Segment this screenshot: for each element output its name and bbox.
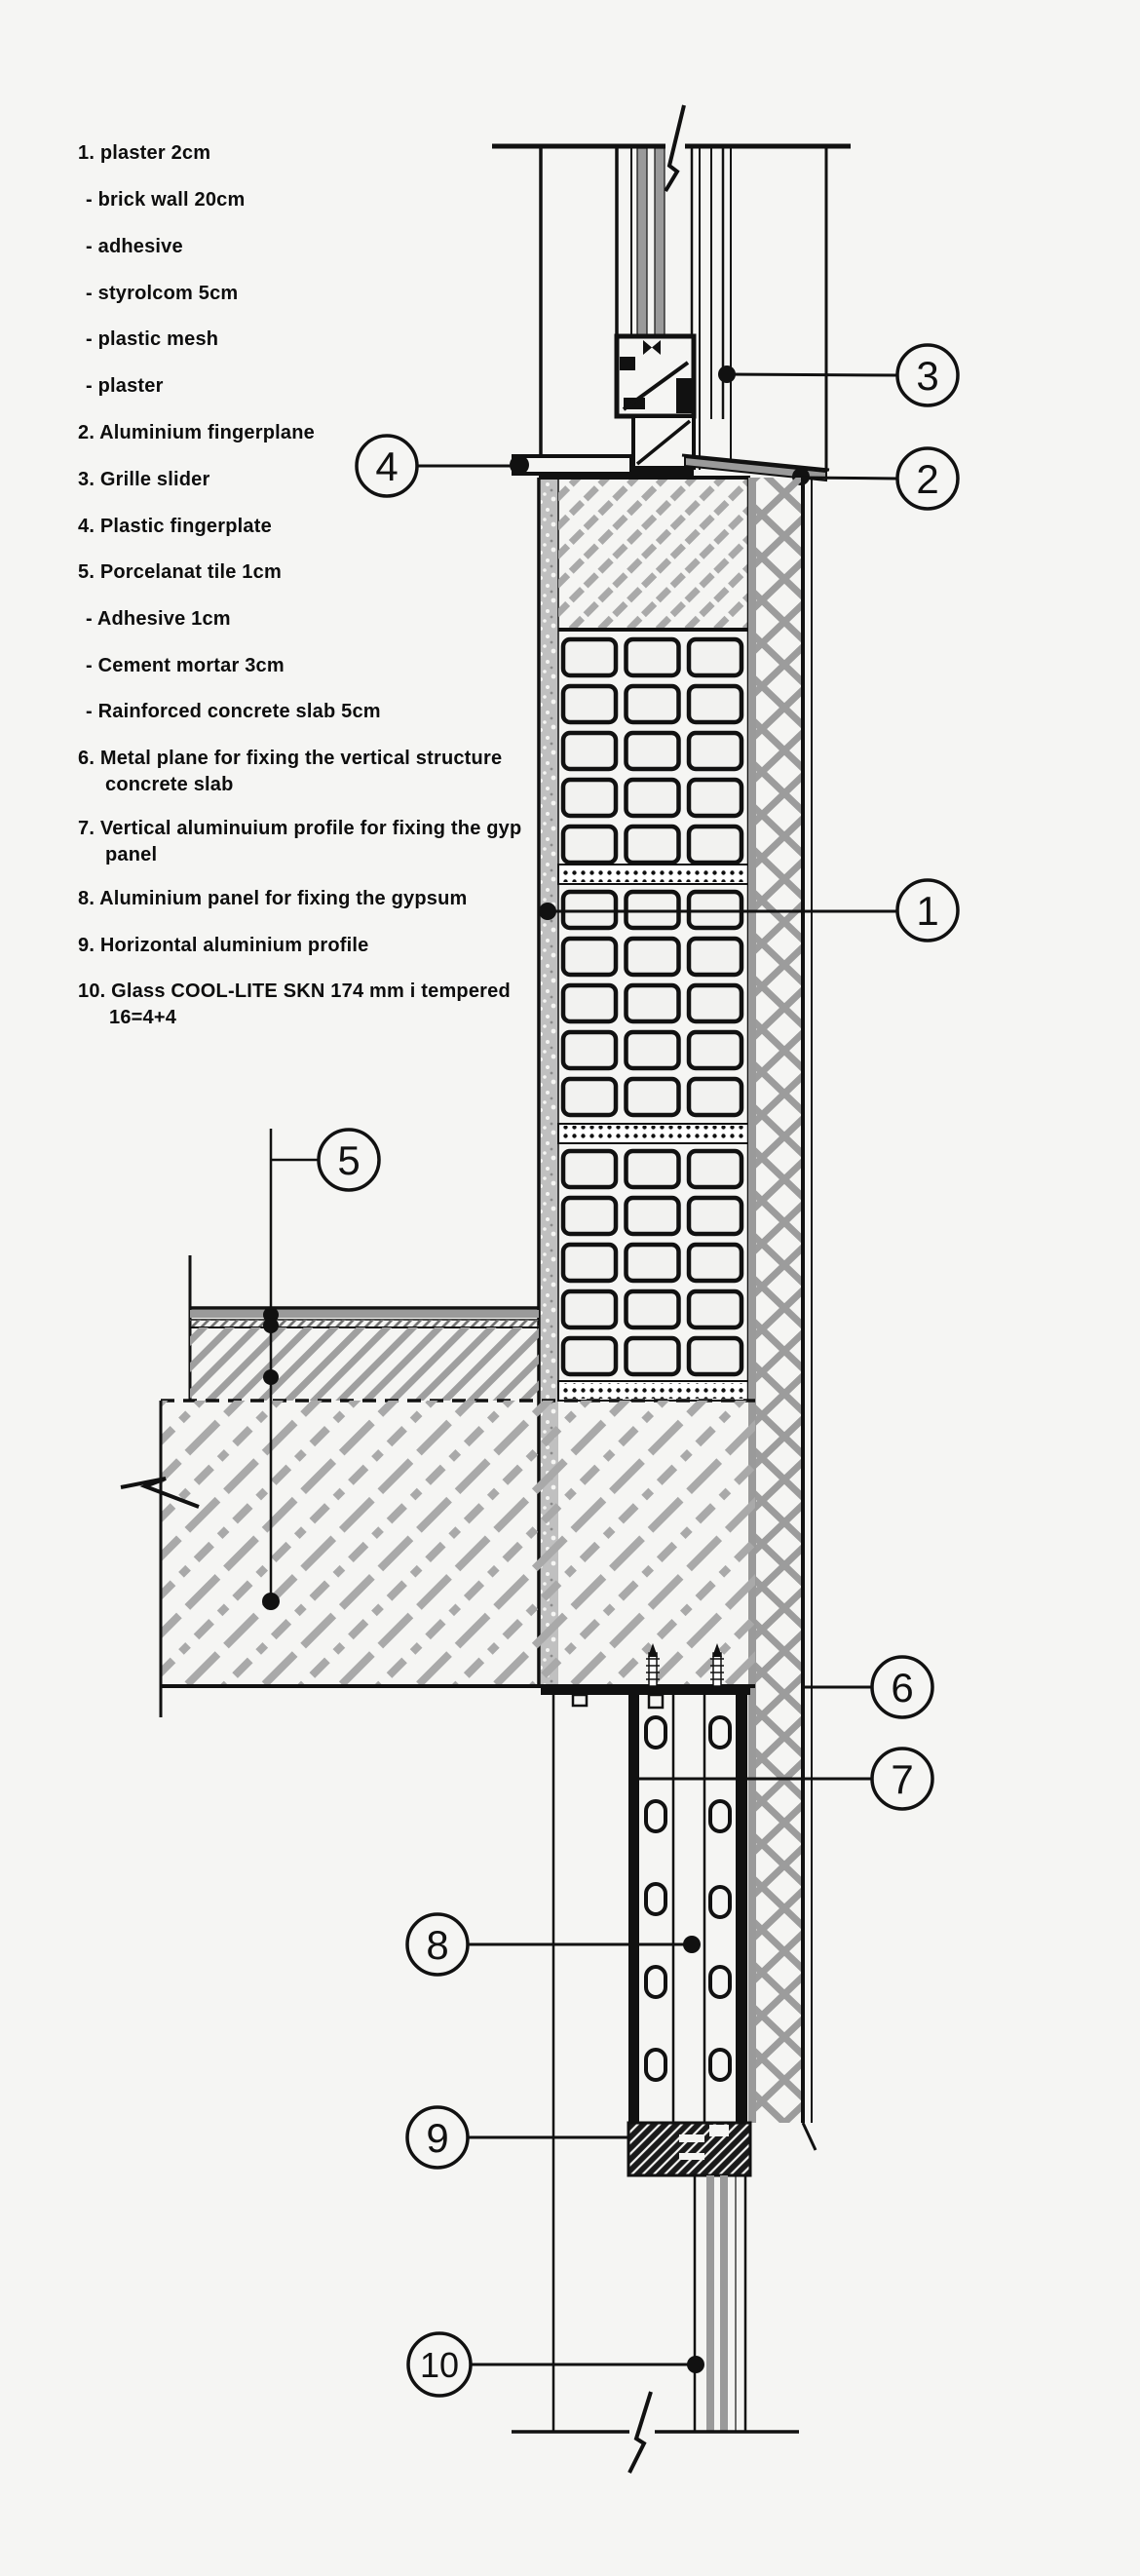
svg-text:4: 4 (375, 443, 399, 489)
callout-5 (319, 1130, 379, 1190)
svg-text:2: 2 (916, 456, 939, 502)
legend-line: 7. Vertical aluminuium profile for fixing the gyp (78, 818, 522, 839)
legend-line: 8. Aluminium panel for fixing the gypsum (78, 888, 468, 909)
callout-7 (872, 1749, 932, 1809)
callout-6 (872, 1657, 932, 1717)
callout-2 (897, 448, 958, 509)
legend-line: - styrolcom 5cm (86, 283, 239, 304)
legend-line: - plaster (86, 375, 164, 397)
legend-line: - brick wall 20cm (86, 189, 246, 211)
glass-pane (720, 2175, 728, 2432)
glass-pane (706, 2175, 714, 2432)
mortar-joint (560, 866, 746, 882)
legend-line: 1. plaster 2cm (78, 142, 211, 164)
svg-text:7: 7 (891, 1756, 914, 1802)
svg-text:9: 9 (426, 2115, 449, 2161)
legend-line: 3. Grille slider (78, 469, 210, 490)
legend-line: - adhesive (86, 236, 183, 257)
horizontal-aluminium-profile (628, 2123, 750, 2175)
legend-line: 5. Porcelanat tile 1cm (78, 561, 282, 583)
legend (0, 0, 522, 1072)
legend-line: - Rainforced concrete slab 5cm (86, 701, 381, 722)
svg-text:8: 8 (426, 1922, 449, 1968)
svg-text:6: 6 (891, 1665, 914, 1711)
legend-line: 16=4+4 (109, 1007, 177, 1028)
top-window-assembly (492, 105, 851, 485)
legend-line: - plastic mesh (86, 328, 219, 350)
callout-1 (897, 880, 958, 941)
legend-line: 2. Aluminium fingerplane (78, 422, 315, 443)
brick-blocks (558, 632, 748, 865)
callout-8 (407, 1914, 468, 1975)
callout-9 (407, 2107, 468, 2168)
tile-adhesive (190, 1320, 539, 1327)
svg-text:10: 10 (419, 2345, 460, 2385)
plastic-fingerplate (513, 456, 631, 474)
profile-slots (646, 1717, 730, 2080)
legend-line: 10. Glass COOL-LITE SKN 174 mm i tempered (78, 980, 511, 1002)
svg-text:5: 5 (337, 1137, 361, 1183)
glass-pane (637, 148, 647, 349)
mortar-joint (560, 1126, 746, 1141)
adhesive-layer (748, 478, 756, 2123)
legend-line: 6. Metal plane for fixing the vertical structure (78, 748, 503, 769)
legend-line: 4. Plastic fingerplate (78, 516, 272, 537)
glass-pane (655, 148, 665, 349)
break-symbol-bottom (629, 2392, 651, 2473)
brick-blocks (558, 884, 748, 1124)
cement-mortar (190, 1327, 539, 1401)
svg-text:3: 3 (916, 353, 939, 399)
legend-line: - Cement mortar 3cm (86, 655, 285, 676)
break-symbol-top (665, 105, 684, 191)
legend-line: panel (105, 844, 158, 865)
styrofoam-insulation (756, 478, 801, 2123)
legend-line: concrete slab (105, 774, 234, 795)
callout-10 (408, 2333, 471, 2396)
porcelanat-tile (190, 1310, 539, 1318)
concrete-slab (161, 1401, 755, 1686)
wall-section (539, 478, 816, 2150)
brick-blocks (558, 1143, 748, 1381)
legend-line: 9. Horizontal aluminium profile (78, 935, 369, 956)
svg-text:1: 1 (916, 888, 939, 934)
concrete-beam-band (558, 478, 748, 630)
callout-3 (897, 345, 958, 405)
mortar-joint (560, 1383, 746, 1399)
legend-line: - Adhesive 1cm (86, 608, 231, 630)
